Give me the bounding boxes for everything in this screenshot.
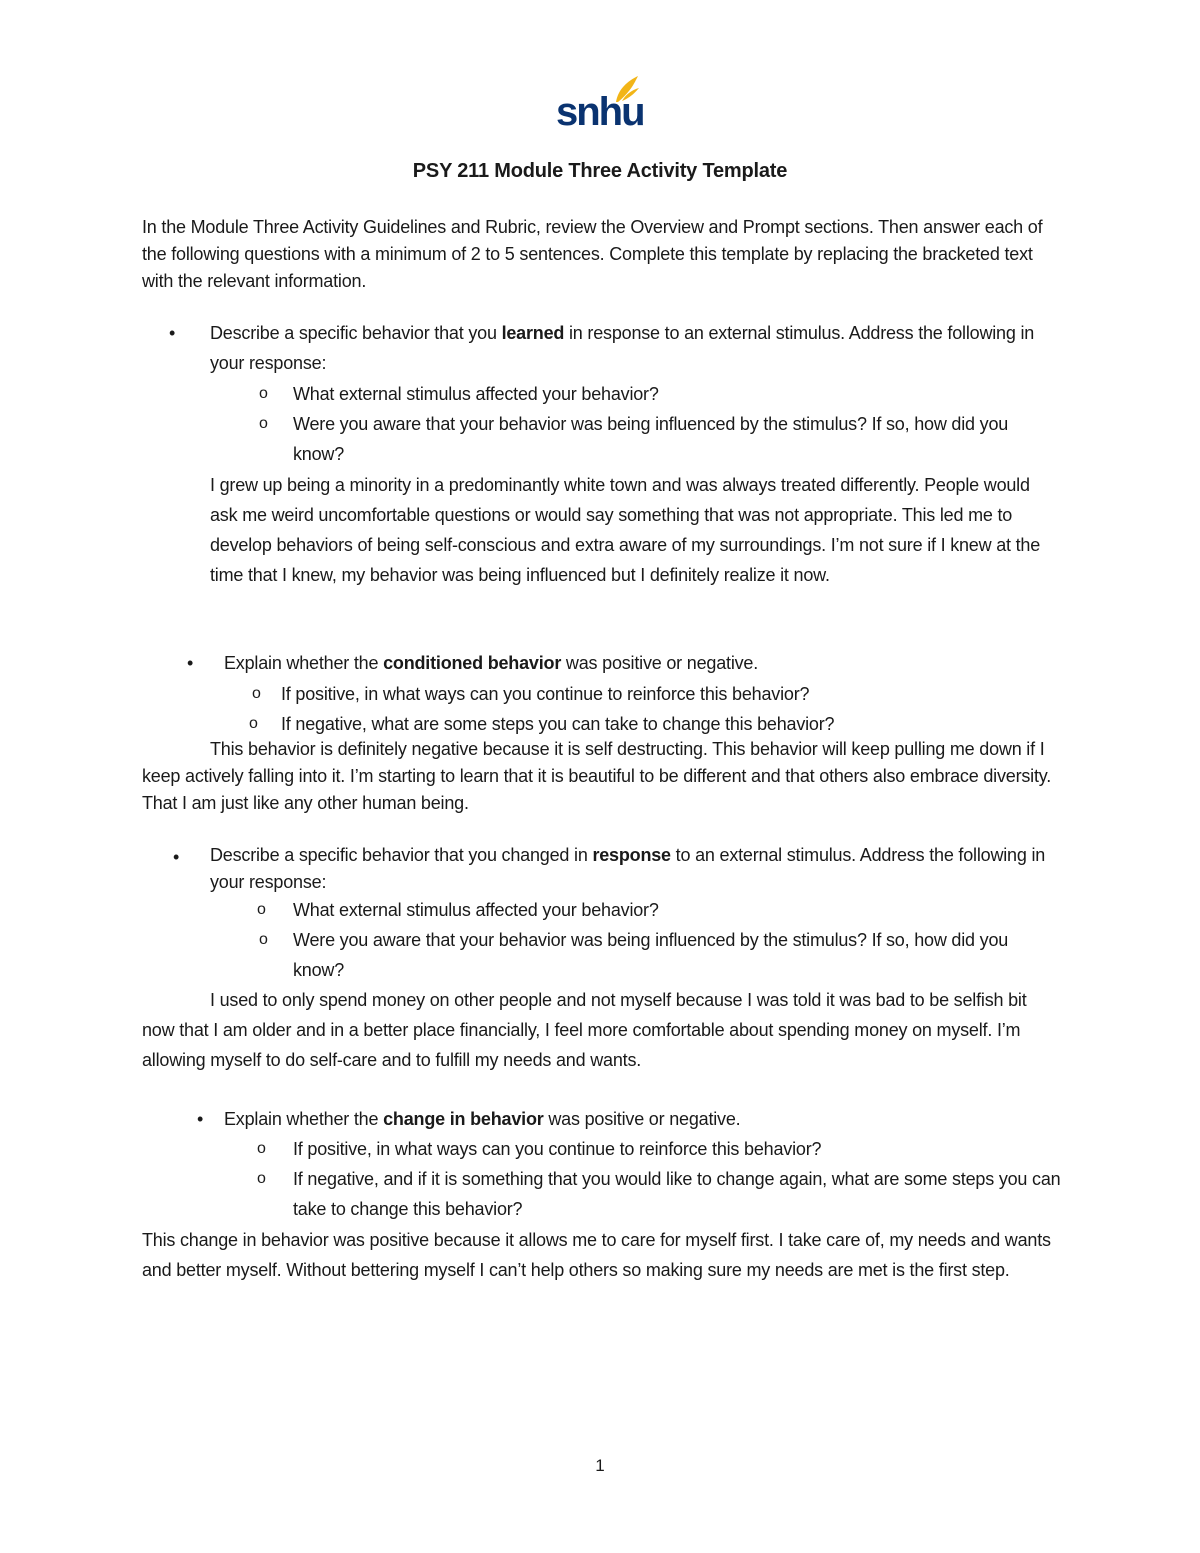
bullet: •	[173, 847, 180, 867]
sub-bullet: o	[249, 715, 258, 732]
question-text: Describe a specific behavior that you changed in	[210, 845, 593, 865]
question-emphasis: learned	[501, 323, 565, 343]
sub-bullet: o	[259, 415, 268, 432]
question-3-sub-1: What external stimulus affected your behavior?	[293, 900, 659, 920]
question-3-sub-2: Were you aware that your behavior was being influenced by the stimulus? If so, how did you know?	[293, 930, 1009, 980]
question-4	[224, 1104, 1064, 1134]
question-text: to an external stimulus. Address the following in your response:	[210, 845, 1046, 892]
page-number: 1	[595, 1456, 605, 1475]
question-3	[210, 842, 1070, 896]
question-2-sub-1: If positive, in what ways can you continue to reinforce this behavior?	[281, 684, 810, 704]
sub-bullet: o	[259, 385, 268, 402]
question-2-sub-2: If negative, what are some steps you can take to change this behavior?	[281, 714, 835, 734]
question-1-sub-1: What external stimulus affected your behavior?	[293, 384, 659, 404]
page-title: PSY 211 Module Three Activity Template	[412, 160, 788, 182]
question-1	[210, 318, 1060, 378]
question-4-sub-2: If negative, and if it is something that you would like to change again, what are some steps you can take to change this behavior?	[293, 1169, 1061, 1219]
sub-bullet: o	[257, 1170, 266, 1187]
answer-4: This change in behavior was positive because it allows me to care for myself first. I take care of, my needs and wants and better myself. Without bettering myself I can’t help others so making sure my needs are met is the first step.	[142, 1230, 1051, 1280]
question-text: was positive or negative.	[561, 653, 759, 673]
bullet: •	[197, 1109, 204, 1129]
intro-paragraph: In the Module Three Activity Guidelines and Rubric, review the Overview and Prompt sections. Then answer each of the following questions with a minimum of 2 to 5 sentences. Complete this template by replacing the bracketed text with the relevant information.	[142, 217, 1043, 291]
question-text: Explain whether the	[224, 1109, 384, 1129]
answer-3: I used to only spend money on other people and not myself because I was told it was bad to be selfish bit now that I am older and in a better place financially, I feel more comfortable about spending money on myself. I’m allowing myself to do self-care and to fulfill my needs and wants.	[142, 990, 1027, 1070]
snhu-logo	[556, 74, 644, 134]
question-text: in response to an external stimulus. Address the following in your response:	[210, 323, 1035, 373]
answer-2: This behavior is definitely negative because it is self destructing. This behavior will keep pulling me down if I keep actively falling into it. I’m starting to learn that it is beautiful to be different and that others also embrace diversity. That I am just like any other human being.	[142, 739, 1052, 813]
question-2	[224, 648, 1064, 678]
sub-bullet: o	[252, 685, 261, 702]
question-1-sub-2: Were you aware that your behavior was being influenced by the stimulus? If so, how did you know?	[293, 414, 1009, 464]
question-emphasis: response	[592, 845, 671, 865]
bullet: •	[187, 653, 194, 673]
logo-wordmark: snhu	[556, 90, 644, 134]
bullet: •	[169, 323, 176, 343]
question-text: Explain whether the	[224, 653, 384, 673]
question-4-sub-1: If positive, in what ways can you continue to reinforce this behavior?	[293, 1139, 822, 1159]
sub-bullet: o	[257, 901, 266, 918]
question-emphasis: conditioned behavior	[383, 653, 562, 673]
answer-1: I grew up being a minority in a predominantly white town and was always treated differently. People would ask me weird uncomfortable questions or would say something that was not appropriate. This led me to develop behaviors of being self-conscious and extra aware of my surroundings. I’m not sure if I knew at the time that I knew, my behavior was being influenced but I definitely realize it now.	[210, 475, 1041, 585]
question-emphasis: change in behavior	[383, 1109, 544, 1129]
sub-bullet: o	[259, 931, 268, 948]
sub-bullet: o	[257, 1140, 266, 1157]
question-text: Describe a specific behavior that you	[210, 323, 502, 343]
question-text: was positive or negative.	[543, 1109, 741, 1129]
